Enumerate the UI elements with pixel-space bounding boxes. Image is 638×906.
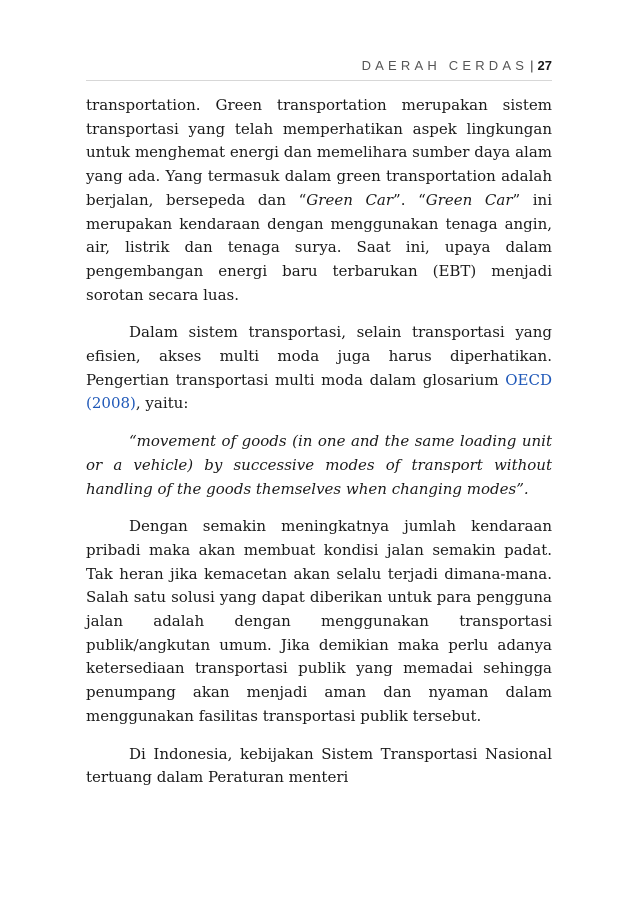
paragraph-2-text-a: Dalam sistem transportasi, selain transportasi yang efisien, akses multi moda juga harus diperhatikan. Pengertian transportasi multi moda dalam glosarium xyxy=(86,323,552,389)
quote-text-a: “movement of goods ( xyxy=(129,432,298,451)
paragraph-1-green-car-1: Green Car xyxy=(306,190,394,209)
running-header-title: DAERAH CERDAS xyxy=(361,57,529,73)
quote-text-c: ) by successive modes of transport without handling of the goods themselves when changing modes”. xyxy=(86,455,552,498)
paragraph-4: Dengan semakin meningkatnya jumlah kendaraan pribadi maka akan membuat kondisi jalan semakin padat. Tak heran jika kemacetan akan selalu terjadi dimana-mana. Salah satu solusi yang dapat diberikan untuk para pengguna jalan adalah dengan menggunakan transportasi publik/angkutan umum. Jika demikian maka perlu adanya ketersediaan transportasi publik yang memadai sehingga penumpang akan menjadi aman dan nyaman dalam menggunakan fasilitas transportasi publik tersebut. xyxy=(86,517,552,725)
page-body xyxy=(86,94,552,804)
paragraph-2-text-b: , yaitu: xyxy=(135,394,189,413)
quote-paragraph xyxy=(86,430,552,501)
page-number: 27 xyxy=(537,57,552,73)
paragraph-1-text-e: ” ini merupakan kendaraan dengan menggunakan tenaga angin, air, listrik dan tenaga surya. Saat ini, upaya dalam pengembangan energi baru terbarukan (EBT) menjadi sorotan secara luas. xyxy=(86,190,553,304)
quote-text-b: in one and the same loading unit or a vehicle xyxy=(86,432,552,474)
paragraph-2 xyxy=(86,321,552,416)
header-separator: | xyxy=(530,57,534,73)
paragraph-1-green-car-2: Green Car xyxy=(425,190,513,209)
paragraph-1 xyxy=(86,94,552,307)
paragraph-1-text-a: transportation. Green transportation merupakan sistem transportasi yang telah memperhatikan aspek lingkungan untuk menghemat energi dan memelihara sumber daya alam yang ada. Yang termasuk dalam green transportation adalah berjalan, bersepeda dan “ xyxy=(86,96,552,209)
paragraph-5: Di Indonesia, kebijakan Sistem Transportasi Nasional tertuang dalam Peraturan menteri xyxy=(86,744,552,787)
running-header xyxy=(86,50,552,81)
paragraph-1-text-c: ”. “ xyxy=(393,190,426,209)
oecd-citation-link[interactable]: OECD (2008) xyxy=(86,370,552,413)
